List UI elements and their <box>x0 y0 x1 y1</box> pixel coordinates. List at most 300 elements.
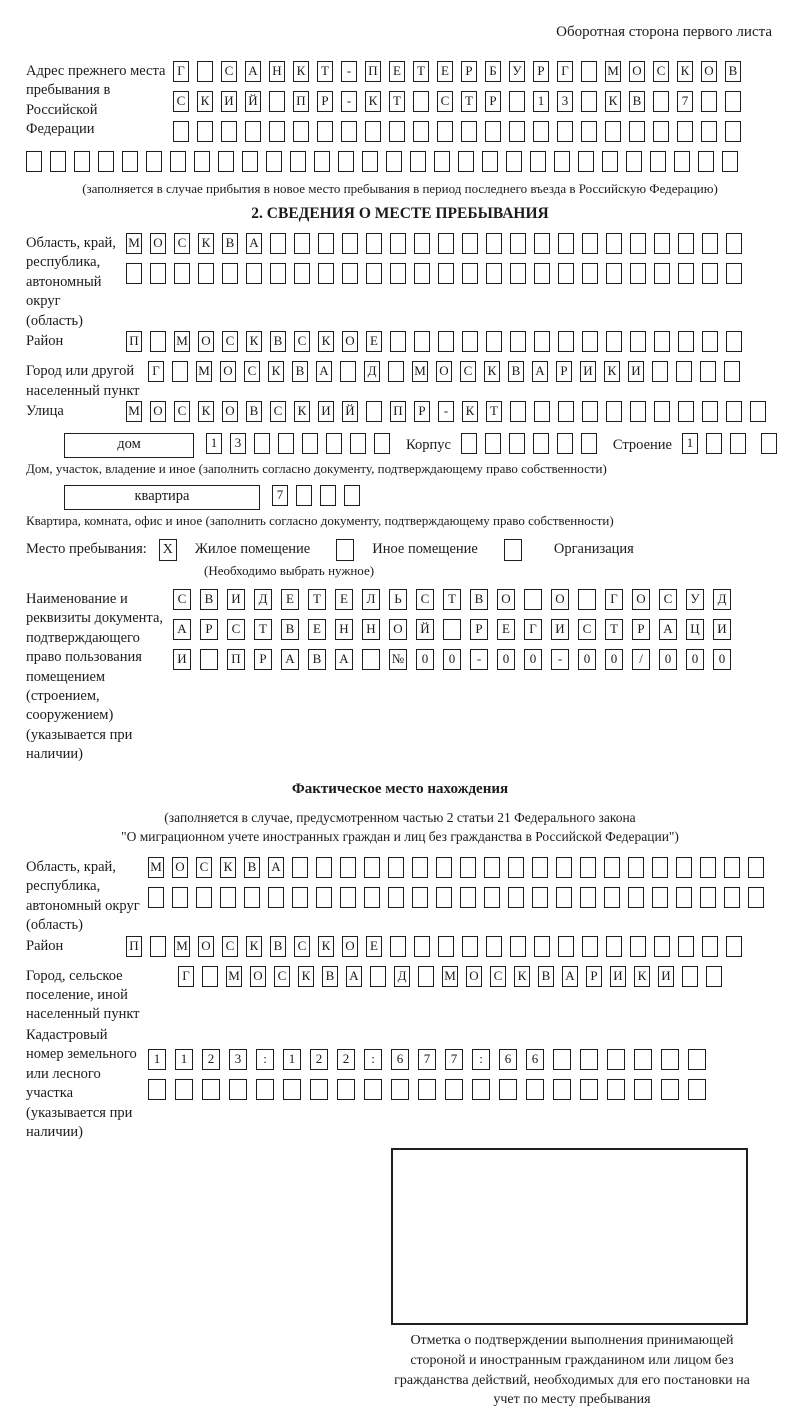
char-cell[interactable] <box>556 887 572 908</box>
char-cell[interactable]: Р <box>254 649 272 670</box>
char-cell[interactable] <box>438 331 454 352</box>
char-cell[interactable] <box>461 433 477 454</box>
char-cell[interactable] <box>508 857 524 878</box>
char-cell[interactable]: И <box>713 619 731 640</box>
char-cell[interactable]: 3 <box>557 91 573 112</box>
char-cell[interactable] <box>510 263 526 284</box>
char-cell[interactable] <box>726 331 742 352</box>
char-cell[interactable]: П <box>126 331 142 352</box>
char-cell[interactable]: Т <box>605 619 623 640</box>
char-cell[interactable]: Н <box>335 619 353 640</box>
char-cell[interactable] <box>414 233 430 254</box>
char-cell[interactable] <box>340 857 356 878</box>
char-cell[interactable]: А <box>346 966 362 987</box>
char-cell[interactable]: К <box>293 61 309 82</box>
char-cell[interactable] <box>150 331 166 352</box>
char-cell[interactable]: В <box>322 966 338 987</box>
char-cell[interactable] <box>326 433 342 454</box>
char-cell[interactable]: 2 <box>202 1049 220 1070</box>
char-cell[interactable]: О <box>342 331 358 352</box>
char-cell[interactable] <box>436 887 452 908</box>
char-cell[interactable] <box>174 263 190 284</box>
char-cell[interactable] <box>724 361 740 382</box>
char-cell[interactable] <box>533 121 549 142</box>
char-cell[interactable]: К <box>605 91 621 112</box>
char-cell[interactable] <box>320 485 336 506</box>
char-cell[interactable]: Н <box>269 61 285 82</box>
char-cell[interactable] <box>726 233 742 254</box>
char-cell[interactable] <box>701 121 717 142</box>
char-cell[interactable]: К <box>298 966 314 987</box>
char-cell[interactable]: М <box>442 966 458 987</box>
char-cell[interactable]: И <box>628 361 644 382</box>
char-cell[interactable]: 0 <box>578 649 596 670</box>
char-cell[interactable]: С <box>174 233 190 254</box>
char-cell[interactable] <box>630 936 646 957</box>
char-cell[interactable]: О <box>701 61 717 82</box>
char-cell[interactable]: Т <box>461 91 477 112</box>
char-cell[interactable]: С <box>578 619 596 640</box>
char-cell[interactable] <box>270 263 286 284</box>
char-cell[interactable] <box>526 1079 544 1100</box>
char-cell[interactable] <box>338 151 354 172</box>
char-cell[interactable] <box>364 887 380 908</box>
char-cell[interactable] <box>630 233 646 254</box>
char-cell[interactable] <box>607 1079 625 1100</box>
char-cell[interactable] <box>509 433 525 454</box>
char-cell[interactable]: Е <box>437 61 453 82</box>
fact-gorod-row[interactable] <box>178 966 730 988</box>
char-cell[interactable] <box>533 433 549 454</box>
char-cell[interactable] <box>172 361 188 382</box>
char-cell[interactable]: 1 <box>283 1049 301 1070</box>
char-cell[interactable]: И <box>221 91 237 112</box>
char-cell[interactable] <box>414 331 430 352</box>
char-cell[interactable] <box>314 151 330 172</box>
char-cell[interactable]: Р <box>632 619 650 640</box>
char-cell[interactable]: С <box>653 61 669 82</box>
char-cell[interactable]: Р <box>556 361 572 382</box>
char-cell[interactable]: Й <box>245 91 261 112</box>
char-cell[interactable]: К <box>197 91 213 112</box>
char-cell[interactable] <box>653 91 669 112</box>
char-cell[interactable] <box>414 263 430 284</box>
char-cell[interactable] <box>458 151 474 172</box>
char-cell[interactable] <box>389 121 405 142</box>
char-cell[interactable] <box>370 966 386 987</box>
char-cell[interactable] <box>676 887 692 908</box>
char-cell[interactable]: М <box>148 857 164 878</box>
char-cell[interactable] <box>220 887 236 908</box>
char-cell[interactable] <box>654 401 670 422</box>
fact-oblast-row-1[interactable] <box>148 857 772 879</box>
char-cell[interactable] <box>678 263 694 284</box>
char-cell[interactable] <box>605 121 621 142</box>
char-cell[interactable] <box>461 121 477 142</box>
char-cell[interactable] <box>557 121 573 142</box>
char-cell[interactable] <box>676 361 692 382</box>
char-cell[interactable]: И <box>227 589 245 610</box>
char-cell[interactable] <box>148 887 164 908</box>
char-cell[interactable]: К <box>462 401 478 422</box>
char-cell[interactable]: А <box>659 619 677 640</box>
char-cell[interactable]: О <box>150 233 166 254</box>
char-cell[interactable] <box>362 649 380 670</box>
char-cell[interactable] <box>366 233 382 254</box>
char-cell[interactable] <box>242 151 258 172</box>
checkbox-organizatsiya[interactable] <box>504 539 530 561</box>
char-cell[interactable] <box>606 331 622 352</box>
char-cell[interactable] <box>366 263 382 284</box>
char-cell[interactable] <box>654 331 670 352</box>
char-cell[interactable] <box>702 331 718 352</box>
char-cell[interactable] <box>678 401 694 422</box>
char-cell[interactable]: О <box>150 401 166 422</box>
char-cell[interactable]: Ь <box>389 589 407 610</box>
char-cell[interactable] <box>581 433 597 454</box>
char-cell[interactable]: Р <box>485 91 501 112</box>
char-cell[interactable] <box>630 263 646 284</box>
char-cell[interactable] <box>661 1079 679 1100</box>
kvartira-field-box[interactable]: квартира <box>64 485 260 510</box>
char-cell[interactable]: О <box>342 936 358 957</box>
char-cell[interactable]: В <box>244 857 260 878</box>
char-cell[interactable]: С <box>294 331 310 352</box>
char-cell[interactable]: - <box>470 649 488 670</box>
char-cell[interactable] <box>578 151 594 172</box>
char-cell[interactable] <box>294 233 310 254</box>
char-cell[interactable] <box>302 433 318 454</box>
char-cell[interactable]: Д <box>394 966 410 987</box>
char-cell[interactable] <box>122 151 138 172</box>
char-cell[interactable] <box>508 887 524 908</box>
char-cell[interactable] <box>604 857 620 878</box>
char-cell[interactable] <box>293 121 309 142</box>
char-cell[interactable]: - <box>341 61 357 82</box>
char-cell[interactable] <box>761 433 777 454</box>
char-cell[interactable]: Р <box>533 61 549 82</box>
char-cell[interactable] <box>486 263 502 284</box>
char-cell[interactable]: С <box>173 589 191 610</box>
char-cell[interactable] <box>678 233 694 254</box>
char-cell[interactable]: И <box>580 361 596 382</box>
char-cell[interactable] <box>582 401 598 422</box>
char-cell[interactable] <box>150 936 166 957</box>
char-cell[interactable]: 6 <box>526 1049 544 1070</box>
char-cell[interactable]: В <box>725 61 741 82</box>
char-cell[interactable]: 0 <box>605 649 623 670</box>
oblast-row-1[interactable] <box>126 233 750 255</box>
char-cell[interactable] <box>390 233 406 254</box>
char-cell[interactable] <box>748 857 764 878</box>
char-cell[interactable] <box>558 401 574 422</box>
char-cell[interactable] <box>229 1079 247 1100</box>
char-cell[interactable]: Р <box>317 91 333 112</box>
char-cell[interactable]: О <box>389 619 407 640</box>
char-cell[interactable] <box>557 433 573 454</box>
char-cell[interactable] <box>437 121 453 142</box>
char-cell[interactable] <box>292 887 308 908</box>
char-cell[interactable]: М <box>126 233 142 254</box>
char-cell[interactable]: В <box>470 589 488 610</box>
char-cell[interactable]: - <box>438 401 454 422</box>
char-cell[interactable] <box>317 121 333 142</box>
char-cell[interactable] <box>534 233 550 254</box>
char-cell[interactable] <box>726 401 742 422</box>
char-cell[interactable] <box>218 151 234 172</box>
char-cell[interactable] <box>628 857 644 878</box>
char-cell[interactable] <box>578 589 596 610</box>
gorod-row[interactable] <box>148 361 748 383</box>
char-cell[interactable] <box>266 151 282 172</box>
char-cell[interactable]: Л <box>362 589 380 610</box>
char-cell[interactable]: А <box>245 61 261 82</box>
dom-number-row[interactable] <box>206 433 398 455</box>
char-cell[interactable]: О <box>436 361 452 382</box>
char-cell[interactable] <box>532 857 548 878</box>
char-cell[interactable]: А <box>268 857 284 878</box>
char-cell[interactable] <box>462 233 478 254</box>
ulitsa-row[interactable] <box>126 401 774 423</box>
char-cell[interactable] <box>748 887 764 908</box>
char-cell[interactable] <box>553 1079 571 1100</box>
char-cell[interactable] <box>310 1079 328 1100</box>
char-cell[interactable]: 3 <box>229 1049 247 1070</box>
char-cell[interactable]: Г <box>178 966 194 987</box>
char-cell[interactable] <box>340 361 356 382</box>
char-cell[interactable] <box>292 857 308 878</box>
char-cell[interactable] <box>630 331 646 352</box>
char-cell[interactable]: К <box>198 401 214 422</box>
char-cell[interactable] <box>485 433 501 454</box>
char-cell[interactable]: 0 <box>443 649 461 670</box>
char-cell[interactable]: Е <box>366 331 382 352</box>
char-cell[interactable] <box>510 401 526 422</box>
document-row-2[interactable] <box>173 619 740 641</box>
char-cell[interactable]: В <box>281 619 299 640</box>
char-cell[interactable] <box>510 331 526 352</box>
oblast-row-2[interactable] <box>126 263 750 285</box>
char-cell[interactable] <box>606 263 622 284</box>
char-cell[interactable] <box>342 263 358 284</box>
char-cell[interactable] <box>678 936 694 957</box>
char-cell[interactable] <box>677 121 693 142</box>
char-cell[interactable]: А <box>335 649 353 670</box>
char-cell[interactable] <box>460 887 476 908</box>
char-cell[interactable] <box>364 1079 382 1100</box>
char-cell[interactable]: К <box>198 233 214 254</box>
char-cell[interactable]: С <box>244 361 260 382</box>
char-cell[interactable] <box>388 887 404 908</box>
char-cell[interactable] <box>524 589 542 610</box>
char-cell[interactable] <box>499 1079 517 1100</box>
char-cell[interactable]: К <box>246 936 262 957</box>
char-cell[interactable] <box>506 151 522 172</box>
char-cell[interactable]: Т <box>317 61 333 82</box>
char-cell[interactable] <box>146 151 162 172</box>
char-cell[interactable] <box>173 121 189 142</box>
char-cell[interactable] <box>606 401 622 422</box>
char-cell[interactable]: В <box>270 331 286 352</box>
char-cell[interactable] <box>558 263 574 284</box>
char-cell[interactable] <box>200 649 218 670</box>
char-cell[interactable] <box>462 331 478 352</box>
char-cell[interactable] <box>269 121 285 142</box>
char-cell[interactable]: 0 <box>497 649 515 670</box>
prev-address-row-4[interactable] <box>26 151 774 173</box>
char-cell[interactable]: Р <box>586 966 602 987</box>
char-cell[interactable]: С <box>294 936 310 957</box>
char-cell[interactable] <box>126 263 142 284</box>
char-cell[interactable] <box>581 61 597 82</box>
char-cell[interactable]: Е <box>497 619 515 640</box>
char-cell[interactable]: 1 <box>175 1049 193 1070</box>
char-cell[interactable]: К <box>318 936 334 957</box>
char-cell[interactable]: К <box>365 91 381 112</box>
char-cell[interactable]: И <box>658 966 674 987</box>
char-cell[interactable]: О <box>629 61 645 82</box>
char-cell[interactable]: 3 <box>230 433 246 454</box>
char-cell[interactable] <box>702 401 718 422</box>
char-cell[interactable]: А <box>246 233 262 254</box>
char-cell[interactable] <box>558 233 574 254</box>
kadastr-row-2[interactable] <box>148 1079 715 1101</box>
char-cell[interactable] <box>580 887 596 908</box>
char-cell[interactable] <box>628 887 644 908</box>
char-cell[interactable] <box>150 263 166 284</box>
char-cell[interactable] <box>724 857 740 878</box>
char-cell[interactable]: М <box>226 966 242 987</box>
char-cell[interactable] <box>296 485 312 506</box>
char-cell[interactable] <box>701 91 717 112</box>
char-cell[interactable] <box>462 936 478 957</box>
char-cell[interactable] <box>278 433 294 454</box>
char-cell[interactable] <box>607 1049 625 1070</box>
char-cell[interactable]: К <box>294 401 310 422</box>
char-cell[interactable] <box>653 121 669 142</box>
char-cell[interactable]: К <box>604 361 620 382</box>
char-cell[interactable] <box>318 233 334 254</box>
char-cell[interactable] <box>652 857 668 878</box>
char-cell[interactable] <box>630 401 646 422</box>
char-cell[interactable] <box>434 151 450 172</box>
char-cell[interactable] <box>472 1079 490 1100</box>
char-cell[interactable]: Й <box>342 401 358 422</box>
char-cell[interactable] <box>702 263 718 284</box>
char-cell[interactable]: М <box>174 331 190 352</box>
char-cell[interactable]: А <box>562 966 578 987</box>
char-cell[interactable]: Р <box>470 619 488 640</box>
char-cell[interactable]: Т <box>486 401 502 422</box>
char-cell[interactable]: О <box>632 589 650 610</box>
char-cell[interactable] <box>222 263 238 284</box>
char-cell[interactable] <box>582 263 598 284</box>
char-cell[interactable]: М <box>174 936 190 957</box>
char-cell[interactable] <box>390 263 406 284</box>
char-cell[interactable]: К <box>677 61 693 82</box>
char-cell[interactable] <box>98 151 114 172</box>
char-cell[interactable]: У <box>509 61 525 82</box>
char-cell[interactable]: С <box>490 966 506 987</box>
char-cell[interactable]: Г <box>524 619 542 640</box>
char-cell[interactable] <box>175 1079 193 1100</box>
char-cell[interactable] <box>413 121 429 142</box>
char-cell[interactable] <box>580 857 596 878</box>
char-cell[interactable] <box>486 936 502 957</box>
char-cell[interactable] <box>350 433 366 454</box>
char-cell[interactable] <box>460 857 476 878</box>
char-cell[interactable]: 0 <box>416 649 434 670</box>
char-cell[interactable] <box>606 936 622 957</box>
fact-raion-row[interactable] <box>126 936 750 958</box>
char-cell[interactable]: О <box>198 331 214 352</box>
char-cell[interactable]: У <box>686 589 704 610</box>
char-cell[interactable] <box>245 121 261 142</box>
char-cell[interactable] <box>580 1049 598 1070</box>
char-cell[interactable] <box>484 887 500 908</box>
char-cell[interactable] <box>682 966 698 987</box>
char-cell[interactable] <box>706 433 722 454</box>
char-cell[interactable]: С <box>221 61 237 82</box>
char-cell[interactable] <box>196 887 212 908</box>
char-cell[interactable]: 1 <box>682 433 698 454</box>
prev-address-row-1[interactable] <box>173 61 749 83</box>
char-cell[interactable]: 0 <box>524 649 542 670</box>
char-cell[interactable] <box>722 151 738 172</box>
char-cell[interactable] <box>198 263 214 284</box>
char-cell[interactable]: С <box>270 401 286 422</box>
char-cell[interactable] <box>582 936 598 957</box>
char-cell[interactable] <box>606 233 622 254</box>
char-cell[interactable]: Т <box>308 589 326 610</box>
char-cell[interactable]: - <box>551 649 569 670</box>
char-cell[interactable]: Е <box>389 61 405 82</box>
char-cell[interactable]: А <box>281 649 299 670</box>
char-cell[interactable] <box>197 121 213 142</box>
char-cell[interactable] <box>410 151 426 172</box>
char-cell[interactable]: Е <box>335 589 353 610</box>
char-cell[interactable]: 2 <box>337 1049 355 1070</box>
char-cell[interactable]: 7 <box>445 1049 463 1070</box>
char-cell[interactable]: 0 <box>659 649 677 670</box>
char-cell[interactable] <box>268 887 284 908</box>
char-cell[interactable] <box>750 401 766 422</box>
char-cell[interactable] <box>148 1079 166 1100</box>
char-cell[interactable] <box>221 121 237 142</box>
char-cell[interactable]: И <box>173 649 191 670</box>
kvartira-number-row[interactable] <box>272 485 368 507</box>
char-cell[interactable] <box>342 233 358 254</box>
char-cell[interactable] <box>256 1079 274 1100</box>
char-cell[interactable] <box>26 151 42 172</box>
char-cell[interactable] <box>244 887 260 908</box>
char-cell[interactable]: И <box>610 966 626 987</box>
char-cell[interactable] <box>390 331 406 352</box>
char-cell[interactable]: К <box>246 331 262 352</box>
char-cell[interactable]: : <box>364 1049 382 1070</box>
char-cell[interactable] <box>661 1049 679 1070</box>
char-cell[interactable]: 1 <box>148 1049 166 1070</box>
checkbox-inoe-pomeshenie[interactable] <box>336 539 362 561</box>
char-cell[interactable] <box>654 936 670 957</box>
char-cell[interactable] <box>581 91 597 112</box>
char-cell[interactable] <box>726 263 742 284</box>
char-cell[interactable]: Т <box>413 61 429 82</box>
char-cell[interactable] <box>650 151 666 172</box>
char-cell[interactable]: 1 <box>206 433 222 454</box>
char-cell[interactable]: 6 <box>499 1049 517 1070</box>
char-cell[interactable] <box>172 887 188 908</box>
